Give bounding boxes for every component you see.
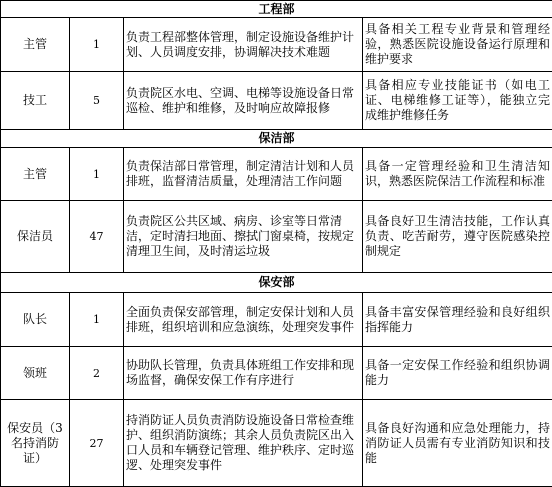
count-cell: 5 <box>70 72 124 130</box>
requirement-cell: 具备丰富安保管理经验和良好组织指挥能力 <box>363 293 552 347</box>
table-row <box>1 201 552 273</box>
duty-cell: 负责院区公共区域、病房、诊室等日常清洁，定时清扫地面、擦拭门窗桌椅，按规定清理卫生间，及时清运垃圾 <box>124 201 363 273</box>
table-row <box>1 18 552 72</box>
requirement-cell: 具备良好沟通和应急处理能力，持消防证人员需有专业消防知识和技能 <box>363 400 552 487</box>
section-title: 工程部 <box>1 1 552 18</box>
position-cell: 技工 <box>1 72 70 130</box>
count-cell: 1 <box>70 148 124 201</box>
count-cell: 47 <box>70 201 124 273</box>
duty-cell: 负责院区水电、空调、电梯等设施设备日常巡检、维护和维修，及时响应故障报修 <box>124 72 363 130</box>
table-row <box>1 293 552 347</box>
count-cell: 1 <box>70 293 124 347</box>
requirement-cell: 具备良好卫生清洁技能，工作认真负责、吃苦耐劳，遵守医院感染控制规定 <box>363 201 552 273</box>
count-cell: 2 <box>70 347 124 400</box>
duty-cell: 持消防证人员负责消防设施设备日常检查维护、组织消防演练；其余人员负责院区出入口人员和车辆登记管理、维护秩序、定时巡逻、处理突发事件 <box>124 400 363 487</box>
duty-cell: 负责工程部整体管理，制定设施设备维护计划、人员调度安排，协调解决技术难题 <box>124 18 363 72</box>
position-cell: 领班 <box>1 347 70 400</box>
section-title: 保洁部 <box>1 130 552 148</box>
position-cell: 主管 <box>1 148 70 201</box>
section-header-row <box>1 130 552 148</box>
table-row <box>1 400 552 487</box>
position-cell: 保安员（3名持消防证） <box>1 400 70 487</box>
requirement-cell: 具备相关工程专业背景和管理经验，熟悉医院设施设备运行原理和维护要求 <box>363 18 552 72</box>
count-cell: 1 <box>70 18 124 72</box>
duty-cell: 负责保洁部日常管理，制定清洁计划和人员排班，监督清洁质量，处理清洁工作问题 <box>124 148 363 201</box>
position-cell: 主管 <box>1 18 70 72</box>
table-row <box>1 347 552 400</box>
table-row <box>1 148 552 201</box>
section-title: 保安部 <box>1 273 552 293</box>
section-header-row <box>1 273 552 293</box>
duty-cell: 协助队长管理，负责具体班组工作安排和现场监督，确保安保工作有序进行 <box>124 347 363 400</box>
count-cell: 27 <box>70 400 124 487</box>
requirement-cell: 具备一定安保工作经验和组织协调能力 <box>363 347 552 400</box>
position-cell: 队长 <box>1 293 70 347</box>
table-row <box>1 72 552 130</box>
section-header-row <box>1 1 552 18</box>
requirement-cell: 具备相应专业技能证书（如电工证、电梯维修工证等），能独立完成维护维修任务 <box>363 72 552 130</box>
duty-cell: 全面负责保安部管理，制定安保计划和人员排班，组织培训和应急演练，处理突发事件 <box>124 293 363 347</box>
position-cell: 保洁员 <box>1 201 70 273</box>
requirement-cell: 具备一定管理经验和卫生清洁知识，熟悉医院保洁工作流程和标准 <box>363 148 552 201</box>
